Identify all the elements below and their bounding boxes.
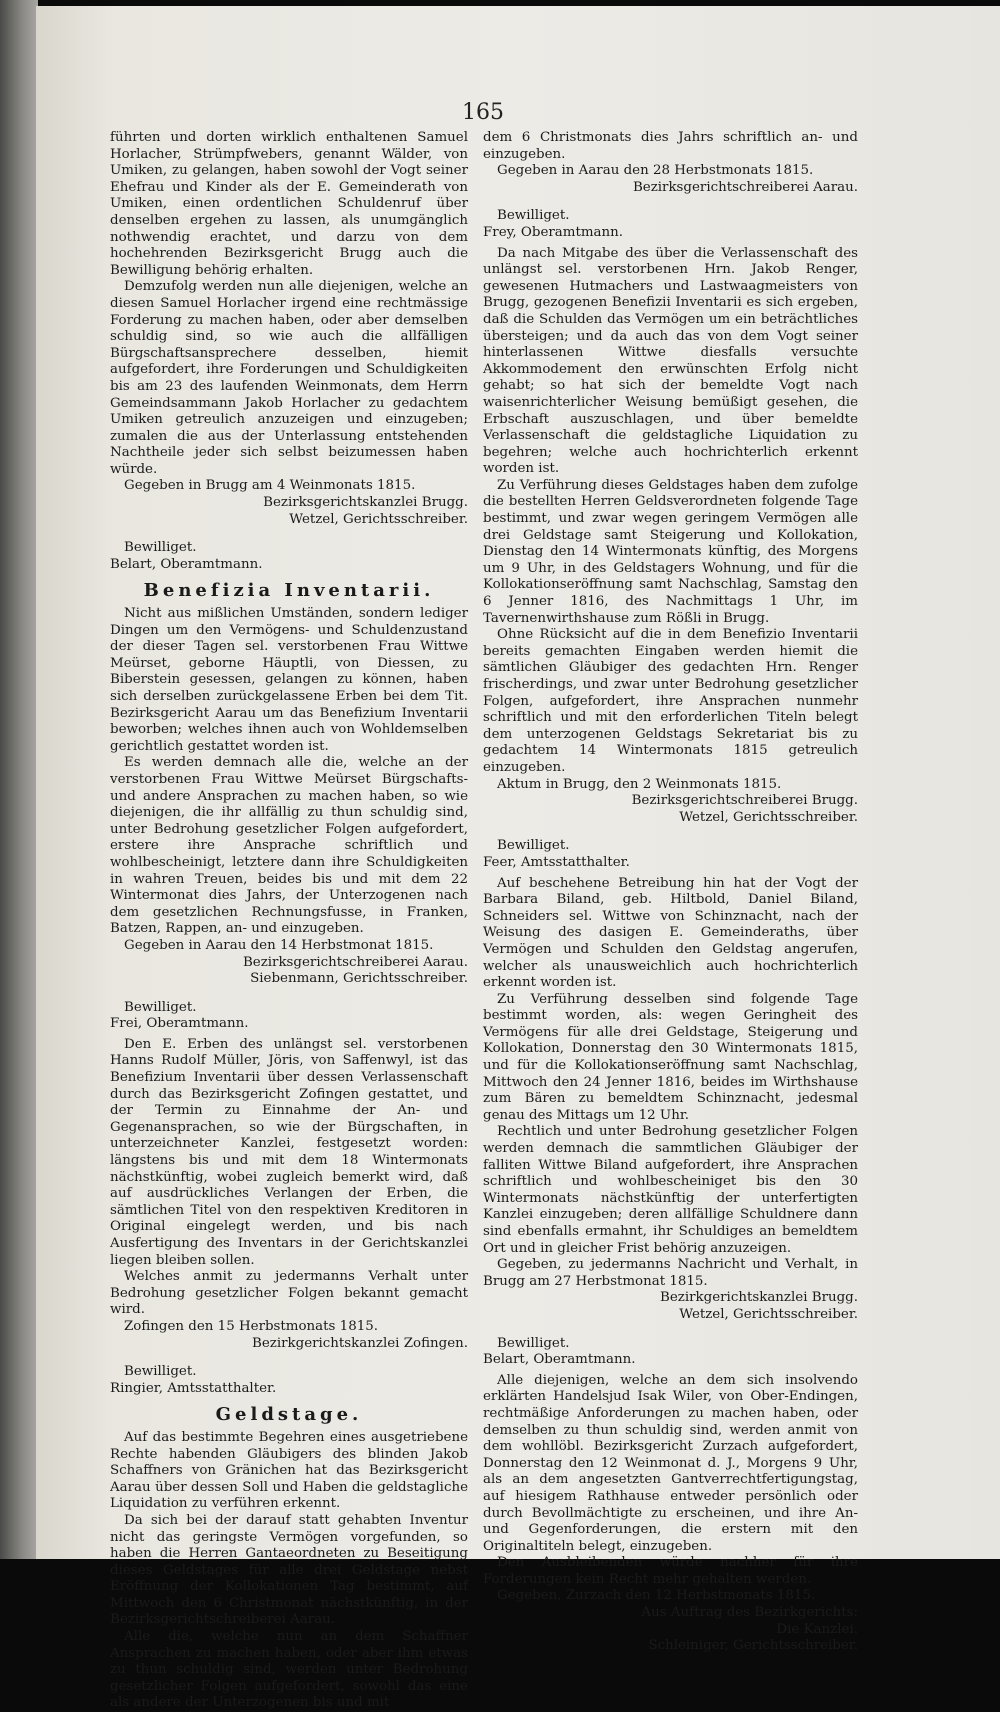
- paragraph: Da sich bei der darauf statt gehabten Inventur nicht das geringste Vermögen vorgefunden, so haben die Herren Gantaeordneten zu Beseitigung dieses Geldstages für alle drei Geldstage nebst Eröffnung der Kollokationen Tag bestimmt, auf Mittwoch den 6 Christmonat nächstkünftig, in der Bezirksgerichtschreiberei Aarau.: [110, 1512, 468, 1628]
- signature: Bezirksgerichtskanzlei Brugg.: [263, 495, 468, 511]
- date-line: Aktum in Brugg, den 2 Weinmonats 1815.: [497, 776, 782, 792]
- date-line: Gegeben in Aarau den 28 Herbstmonats 1815.: [497, 163, 814, 179]
- signature: Siebenmann, Gerichtsschreiber.: [250, 971, 468, 987]
- previous-page-edge: [0, 0, 38, 1559]
- paragraph: Zu Verführung desselben sind folgende Tage bestimmt worden, als: wegen Geringheit des Vermögens für alle drei Geldstage, Steigerung und Kollokation, Donnerstag den 30 Wintermonats 1815, und für die Kollokationseröffnung samt Nachschlag, Mittwoch den 24 Jenner 1816, beides im Wirthshause zum Bären zu bemeldtem Schinznacht, jedesmal genau des Mittags um 12 Uhr.: [483, 991, 858, 1123]
- paragraph: Ohne Rücksicht auf die in dem Benefizio Inventarii bereits gemachten Eingaben werden hiemit die sämtlichen Gläubiger des gedachten Hrn. Renger frischerdings, und zwar unter Bedrohung gesetzlicher Folgen, aufgefordert, ihre Ansprachen nunmehr schriftlich und mit den erforderlichen Titeln belegt dem unterzogenen Geldstags Sekretariat bis zu gedachtem 14 Wintermonats 1815 getreulich einzugeben.: [483, 627, 858, 775]
- left-column: [110, 130, 468, 1712]
- official: Belart, Oberamtmann.: [110, 556, 263, 572]
- official: Feer, Amtsstatthalter.: [483, 854, 630, 870]
- paragraph: Auf beschehene Betreibung hin hat der Vogt der Barbara Biland, geb. Hiltbold, Daniel Biland, Schneiders sel. Wittwe von Schinznacht, nach der Weisung des dasigen E. Gemeinderaths, über Vermögen und Schulden den Geldstag angerufen, welcher als unausweichlich auch hochrichterlich erkennt worden ist.: [483, 875, 858, 991]
- paragraph: Welches anmit zu jedermanns Verhalt unter Bedrohung gesetzlicher Folgen bekannt gemacht wird.: [110, 1269, 468, 1318]
- page-number: 165: [462, 100, 504, 125]
- paragraph: Auf das bestimmte Begehren eines ausgetriebene Rechte habenden Gläubigers des blinden Jakob Schaffners von Gränichen hat das Bezirksgericht Aarau über dessen Soll und Haben die geldstagliche Liquidation zu verführen erkennt.: [110, 1429, 468, 1512]
- signature: Wetzel, Gerichtsschreiber.: [679, 809, 858, 825]
- right-column: [483, 130, 858, 1655]
- date-line: Zofingen den 15 Herbstmonats 1815.: [124, 1318, 379, 1334]
- signature: Aus Auftrag des Bezirkgerichts:: [641, 1605, 858, 1621]
- signature: Schleiniger, Gerichtsschreiber.: [648, 1638, 858, 1654]
- paragraph: Den E. Erben des unlängst sel. verstorbenen Hanns Rudolf Müller, Jöris, von Saffenwyl, ist das Benefizium Inventarii über dessen Verlassenschaft durch das Bezirksgericht Zofingen gestattet, und der Termin zu Einnahme der An- und Gegenansprachen, so wie der Bürgschaften, in unterzeichneter Kanzlei, festgesetzt worden: längstens bis und mit dem 18 Wintermonats nächstkünftig, wobei zugleich bemerkt wird, daß auf ausdrückliches Verlangen der Erben, die sämtlichen Titel von den respektiven Kreditoren in Original eingelegt werden, und bis nach Ausfertigung des Inventars in der Gerichtskanzlei liegen bleiben sollen.: [110, 1036, 468, 1268]
- signature: Wetzel, Gerichtsschreiber.: [289, 511, 468, 527]
- signature: Bezirksgerichtschreiberei Brugg.: [631, 793, 858, 809]
- section-heading: Benefizia Inventarii.: [143, 580, 435, 602]
- date-line: Gegeben, Zurzach den 12 Herbstmonats 1815.: [497, 1588, 816, 1604]
- paragraph: Alle die, welche nun an dem Schaffner Ansprachen zu machen haben, oder aber ihm etwas zu thun schuldig sind, werden unter Bedrohung gesetzlicher Folgen aufgefordert, sowohl das eine als andere der Unterzogenen bis und mit: [110, 1629, 468, 1711]
- paragraph: Da nach Mitgabe des über die Verlassenschaft des unlängst sel. verstorbenen Hrn. Jakob Renger, gewesenen Hutmachers und Lastwaagmeisters von Brugg, gezogenen Benefizii Inventarii es sich ergeben, daß die Schulden das Vermögen um ein beträchtliches übersteigen; und da auch das von dem Vogt seiner hinterlassenen Wittwe diesfalls versuchte Akkommodement den erwünschten Erfolg nicht gehabt; so hat sich der bemeldte Vogt nach waisenrichterlicher Weisung bemüßigt gesehen, die Erbschaft auszuschlagen, und über bemeldte Verlassenschaft die geldstagliche Liquidation zu begehren; welche auch hochrichterlich erkennt worden ist.: [483, 245, 858, 477]
- signature: Bezirkgerichtskanzlei Brugg.: [660, 1290, 858, 1306]
- date-line: Gegeben in Brugg am 4 Weinmonats 1815.: [124, 478, 416, 494]
- official: Frei, Oberamtmann.: [110, 1016, 249, 1032]
- official: Ringier, Amtsstatthalter.: [110, 1380, 277, 1396]
- official: Belart, Oberamtmann.: [483, 1352, 636, 1368]
- section-heading: Geldstage.: [215, 1404, 363, 1426]
- official: Frey, Oberamtmann.: [483, 224, 624, 240]
- paragraph: Nicht aus mißlichen Umständen, sondern lediger Dingen um den Vermögens- und Schuldenzustand der dieser Tagen sel. verstorbenen Frau Wittwe Meürset, geborne Häuptli, von Diessen, zu Biberstein gesessen, gelangen zu können, haben sich derselben zurückgelassene Erben bei dem Tit. Bezirksgericht Aarau um das Benefizium Inventarii beworben; welches ihnen auch von Wohldemselben gerichtlich gestattet worden ist.: [110, 606, 468, 754]
- signature: Bezirkgerichtskanzlei Zofingen.: [252, 1335, 468, 1351]
- paragraph: Zu Verführung dieses Geldstages haben dem zufolge die bestellten Herren Geldsverordneten folgende Tage bestimmt, und zwar wegen geringem Vermögen alle drei Geldstage samt Steigerung und Kollokation, Dienstag den 14 Wintermonats künftig, des Morgens um 9 Uhr, in des Geldstagers Wohnung, und für die Kollokationseröffnung samt Nachschlag, Samstag den 6 Jenner 1816, des Nachmittags 1 Uhr, im Tavernenwirthshause zum Rößli in Brugg.: [483, 477, 858, 626]
- signature: Wetzel, Gerichtsschreiber.: [679, 1306, 858, 1322]
- approval: Bewilliget.: [124, 999, 197, 1015]
- approval: Bewilliget.: [124, 1364, 197, 1380]
- date-line: Gegeben, zu jedermanns Nachricht und Verhalt, in Brugg am 27 Herbstmonat 1815.: [483, 1257, 858, 1289]
- paragraph: führten und dorten wirklich enthaltenen Samuel Horlacher, Strümpfwebers, genannt Wälder, von Umiken, zu gelangen, haben sowohl der Vogt seiner Ehefrau und Kinder als der E. Gemeinderath von Umiken, einen ordentlichen Schuldenruf über denselben ergehen zu lassen, als unumgänglich nothwendig erachtet, und darzu von dem hochehrenden Bezirksgericht Brugg auch die Bewilligung behörig erhalten.: [110, 130, 468, 278]
- date-line: Gegeben in Aarau den 14 Herbstmonat 1815.: [124, 937, 434, 953]
- paragraph: Demzufolg werden nun alle diejenigen, welche an diesen Samuel Horlacher irgend eine rechtmässige Forderung zu machen haben, oder aber demselben schuldig sind, so wie auch die allfälligen Bürgschaftsansprechere desselben, hiemit aufgefordert, ihre Forderungen und Schuldigkeiten bis am 23 des laufenden Weinmonats, dem Herrn Gemeindsammann Jakob Horlacher zu gedachtem Umiken getreulich anzuzeigen und einzugeben; zumalen die aus der Unterlassung entstehenden Nachtheile jeder sich selbst beizumessen haben würde.: [110, 279, 468, 477]
- signature: Die Kanzlei.: [776, 1621, 858, 1637]
- paragraph: dem 6 Christmonats dies Jahrs schriftlich an- und einzugeben.: [483, 130, 858, 162]
- approval: Bewilliget.: [124, 540, 197, 556]
- paragraph: Es werden demnach alle die, welche an der verstorbenen Frau Wittwe Meürset Bürgschafts- und andere Ansprachen zu machen haben, so wie diejenigen, die ihr allfällig zu thun schuldig sind, unter Bedrohung gesetzlicher Folgen aufgefordert, erstere ihre Ansprache schriftlich und wohlbescheinigt, letztere dann ihre Schuldigkeiten in wahren Treuen, beides bis und mit dem 22 Wintermonat dies Jahrs, der Unterzogenen nach dem gesetzlichen Rechnungsfusse, in Franken, Batzen, Rappen, an- und einzugeben.: [110, 755, 468, 937]
- paragraph: Den Ausbleibenden würde nachher für ihre Forderungen kein Recht mehr gehalten werden.: [483, 1555, 858, 1587]
- approval: Bewilliget.: [497, 838, 570, 854]
- paragraph: Rechtlich und unter Bedrohung gesetzlicher Folgen werden demnach die sammtlichen Gläubiger der falliten Wittwe Biland aufgefordert, ihre Ansprachen schriftlich und wohlbescheiniget bis den 30 Wintermonats nächstkünftig der unterfertigten Kanzlei einzugeben; deren allfällige Schuldnere dann sind ebenfalls ermahnt, ihr Schuldiges an bemeldtem Ort und in gleicher Frist behörig anzuzeigen.: [483, 1124, 858, 1256]
- signature: Bezirksgerichtschreiberei Aarau.: [632, 179, 858, 195]
- approval: Bewilliget.: [497, 208, 570, 224]
- approval: Bewilliget.: [497, 1335, 570, 1351]
- signature: Bezirksgerichtschreiberei Aarau.: [242, 954, 468, 970]
- paragraph: Alle diejenigen, welche an dem sich insolvendo erklärten Handelsjud Isak Wiler, von Ober-Endingen, rechtmäßige Anforderungen zu machen haben, oder demselben zu thun schuldig sind, werden anmit von dem wohllöbl. Bezirksgericht Zurzach aufgefordert, Donnerstag den 12 Weinmonat d. J., Morgens 9 Uhr, als an dem angesetzten Gantverrechtfertigungstag, auf hiesigem Rathhause entweder persönlich oder durch Bevollmächtigte zu erscheinen, und ihre An- und Gegenforderungen, die erstern mit den Originaltiteln belegt, einzugeben.: [483, 1372, 858, 1554]
